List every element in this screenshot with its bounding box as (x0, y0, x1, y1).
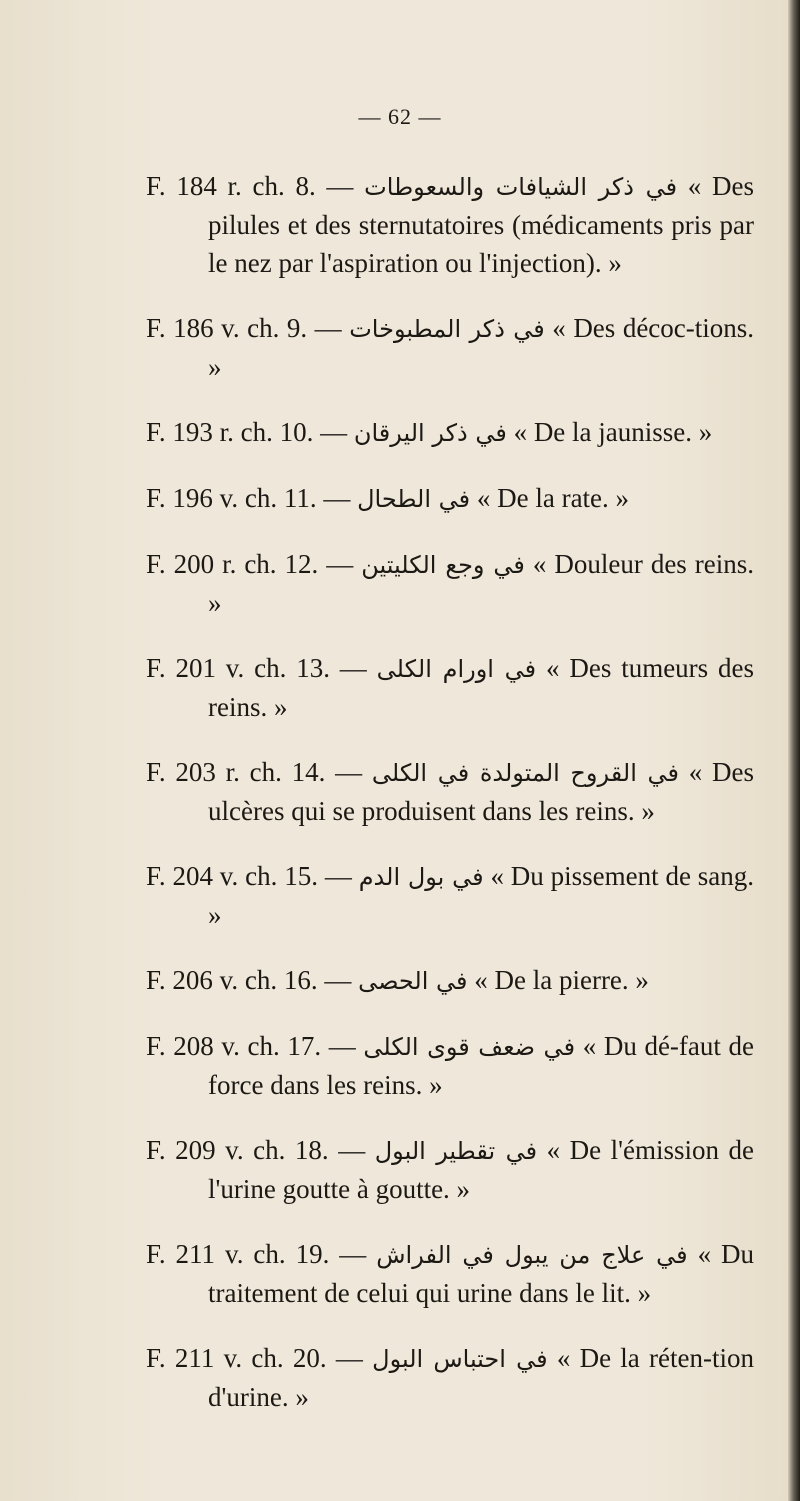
arabic-title: في اورام الكلى (376, 655, 537, 683)
chapter-entry (146, 167, 754, 282)
arabic-title: في القروح المتولدة في الكلى (371, 759, 679, 787)
folio-reference: F. 211 v. ch. 19. — (146, 1239, 367, 1269)
arabic-title: في ذكر اليرقان (353, 419, 507, 447)
french-translation: « Du dé-faut de force dans les reins. » (208, 1031, 755, 1100)
arabic-title: في ذكر الشيافات والسعوطات (364, 173, 678, 201)
chapter-entry (146, 961, 754, 1000)
chapter-entry (146, 1339, 754, 1416)
chapter-entry (146, 309, 754, 386)
arabic-title: في الطحال (357, 485, 471, 513)
chapter-entry (146, 1131, 754, 1208)
french-translation: « Du pissement de sang. » (208, 861, 755, 930)
folio-reference: F. 209 v. ch. 18. — (146, 1135, 366, 1165)
french-translation: « De la jaunisse. » (513, 417, 713, 447)
french-translation: « Des ulcères qui se produisent dans les reins. » (208, 757, 755, 826)
chapter-entry (146, 857, 754, 934)
chapter-entry (146, 753, 754, 830)
folio-reference: F. 186 v. ch. 9. — (146, 313, 342, 343)
chapter-entry (146, 479, 754, 518)
arabic-title: في ضعف قوى الكلى (363, 1033, 576, 1061)
folio-reference: F. 206 v. ch. 16. — (146, 965, 352, 995)
french-translation: « De la réten-tion d'urine. » (208, 1343, 755, 1412)
chapter-entry (146, 649, 754, 726)
french-translation: « De l'émission de l'urine goutte à goutte. » (208, 1135, 755, 1204)
arabic-title: في علاج من يبول في الفراش (376, 1241, 688, 1269)
french-translation: « Des décoc-tions. » (208, 313, 755, 382)
folio-reference: F. 201 v. ch. 13. — (146, 653, 367, 683)
french-translation: « Du traitement de celui qui urine dans le lit. » (208, 1239, 755, 1308)
arabic-title: في وجع الكليتين (361, 551, 525, 579)
chapter-entry (146, 413, 754, 452)
arabic-title: في الحصى (358, 967, 468, 995)
french-translation: « De la pierre. » (474, 965, 649, 995)
arabic-title: في بول الدم (358, 863, 484, 891)
arabic-title: في تقطير البول (374, 1137, 538, 1165)
page-number: — 62 — (358, 104, 442, 129)
french-translation: « Des pilules et des sternutatoires (médicaments pris par le nez par l'aspiration ou l'injection). » (208, 171, 755, 278)
folio-reference: F. 196 v. ch. 11. — (146, 483, 351, 513)
folio-reference: F. 208 v. ch. 17. — (146, 1031, 356, 1061)
arabic-title: في ذكر المطبوخات (349, 315, 545, 343)
chapter-entry (146, 1235, 754, 1312)
folio-reference: F. 211 v. ch. 20. — (146, 1343, 363, 1373)
french-translation: « Des tumeurs des reins. » (208, 653, 755, 722)
french-translation: « De la rate. » (476, 483, 630, 513)
folio-reference: F. 200 r. ch. 12. — (146, 549, 354, 579)
folio-reference: F. 204 v. ch. 15. — (146, 861, 352, 891)
page-edge-shadow (788, 0, 800, 1501)
folio-reference: F. 184 r. ch. 8. — (146, 171, 354, 201)
arabic-title: في احتباس البول (372, 1345, 548, 1373)
chapter-list (146, 140, 754, 1422)
folio-reference: F. 203 r. ch. 14. — (146, 757, 363, 787)
folio-reference: F. 193 r. ch. 10. — (146, 417, 348, 447)
chapter-entry (146, 545, 754, 622)
french-translation: « Douleur des reins. » (208, 549, 755, 618)
chapter-entry (146, 1027, 754, 1104)
